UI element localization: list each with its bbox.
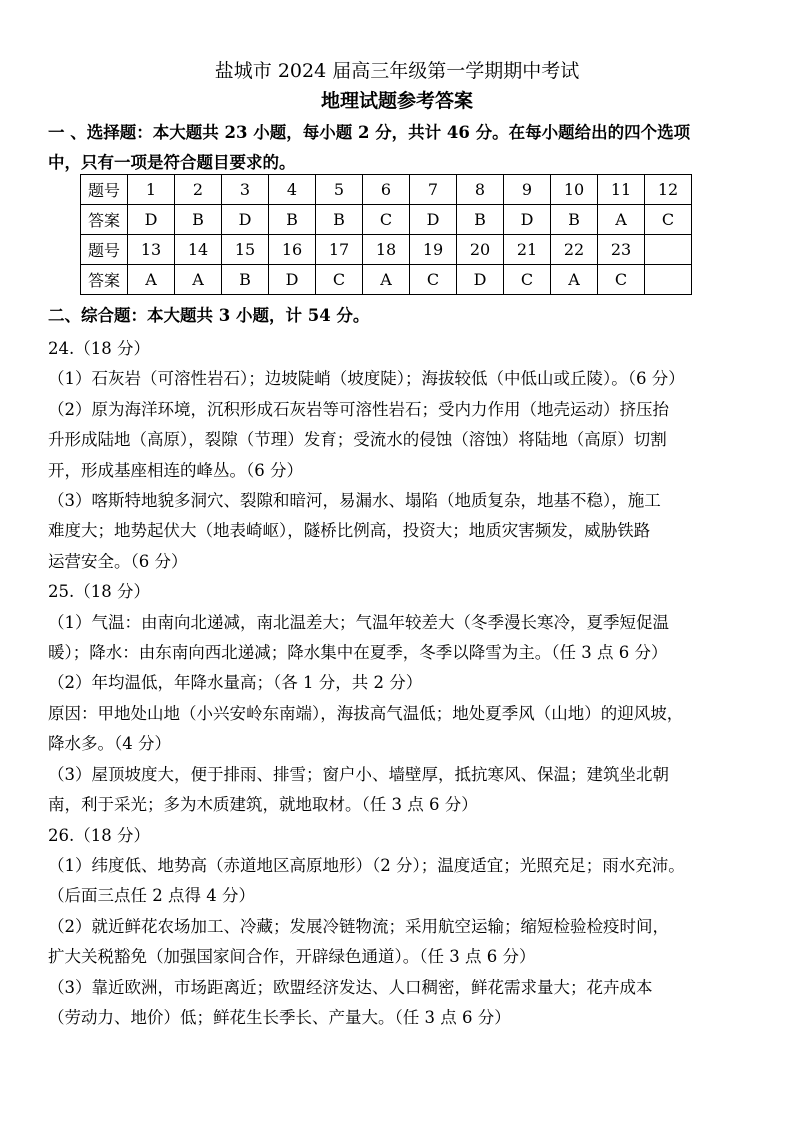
answer-table-row [81,265,692,295]
answer-cell: A [175,265,222,295]
question-number-cell: 18 [363,235,410,265]
answer-text-line: 扩大关税豁免（加强国家间合作，开辟绿色通道）。（任 3 点 6 分） [48,947,536,967]
question-number-cell: 19 [410,235,457,265]
answer-cell: D [410,205,457,235]
answer-cell: B [551,205,598,235]
answer-text-line: 难度大；地势起伏大（地表崎岖），隧桥比例高，投资大；地质灾害频发，威胁铁路 [48,521,651,541]
answer-text-line: （3）靠近欧洲，市场距离近；欧盟经济发达、人口稠密，鲜花需求量大；花卉成本 [48,977,653,997]
question-number-cell: 13 [128,235,175,265]
section1-heading [48,118,758,178]
answer-text-line: 原因：甲地处山地（小兴安岭东南端），海拔高气温低；地处夏季风（山地）的迎风坡， [48,703,684,723]
answer-cell: D [457,265,504,295]
question-number-cell: 7 [410,175,457,205]
question-number-cell: 3 [222,175,269,205]
answer-cell: B [457,205,504,235]
section2-heading: 二、综合题：本大题共 3 小题，计 54 分。 [48,306,370,325]
row-label-cell: 题号 [81,175,128,205]
section1-heading-line: 一 、选择题：本大题共 23 小题，每小题 2 分，共计 46 分。在每小题给出的四个选项 [48,123,691,142]
row-label-cell: 题号 [81,235,128,265]
answer-text-line: 运营安全。（6 分） [48,551,188,571]
answer-cell: B [222,265,269,295]
answer-cell: B [316,205,363,235]
question-number-cell: 1 [128,175,175,205]
answer-text-line: 升形成陆地（高原），裂隙（节理）发育；受流水的侵蚀（溶蚀）将陆地（高原）切割 [48,430,667,450]
answer-text-line: （2）年均温低，年降水量高；（各 1 分，共 2 分） [48,673,423,693]
answer-table-row [81,175,692,205]
question-number-cell: 9 [504,175,551,205]
answer-text-line: 暖）；降水：由东南向西北递减；降水集中在夏季，冬季以降雪为主。（任 3 点 6 分） [48,643,668,663]
answer-cell: D [128,205,175,235]
answer-cell: C [316,265,363,295]
answer-text-line: 南，利于采光；多为木质建筑，就地取材。（任 3 点 6 分） [48,795,478,815]
answer-cell: A [128,265,175,295]
answer-cell: A [598,205,645,235]
answer-text-line: （1）石灰岩（可溶性岩石）；边坡陡峭（坡度陡）；海拔较低（中低山或丘陵）。（6 分） [48,369,685,389]
question-number-cell: 16 [269,235,316,265]
question-number-cell: 23 [598,235,645,265]
answer-text-line: （劳动力、地价）低；鲜花生长季长、产量大。（任 3 点 6 分） [48,1007,511,1027]
answer-cell: B [175,205,222,235]
answer-text-line: 24.（18 分） [48,339,150,358]
answer-text-line: （2）就近鲜花农场加工、冷藏；发展冷链物流；采用航空运输；缩短检验检疫时间， [48,916,669,936]
question-number-cell: 20 [457,235,504,265]
answer-cell: C [363,205,410,235]
answer-cell: C [598,265,645,295]
question-number-cell: 5 [316,175,363,205]
question-number-cell: 11 [598,175,645,205]
question-number-cell: 14 [175,235,222,265]
question-number-cell: 10 [551,175,598,205]
question-number-cell: 21 [504,235,551,265]
document-subtitle: 地理试题参考答案 [320,90,473,112]
answer-cell: B [269,205,316,235]
question-number-cell: 8 [457,175,504,205]
question-number-cell: 6 [363,175,410,205]
answer-text-line: 25.（18 分） [48,582,150,602]
answer-text-line: （1）气温：由南向北递减，南北温差大；气温年较差大（冬季漫长寒冷，夏季短促温 [48,612,669,632]
answer-text-line: （3）喀斯特地貌多洞穴、裂隙和暗河，易漏水、塌陷（地质复杂，地基不稳），施工 [48,491,661,511]
answer-table [80,174,692,295]
answer-text-line: 开，形成基座相连的峰丛。（6 分） [48,460,303,480]
answer-text-line: （后面三点任 2 点得 4 分） [48,886,255,906]
answer-cell: A [363,265,410,295]
question-number-cell: 15 [222,235,269,265]
answer-body [48,334,778,1033]
question-number-cell: 4 [269,175,316,205]
answer-cell: C [410,265,457,295]
answer-cell: A [551,265,598,295]
answer-cell [645,265,692,295]
answer-cell: D [269,265,316,295]
question-number-cell: 2 [175,175,222,205]
document-title: 盐城市 2024 届高三年级第一学期期中考试 [214,60,580,82]
answer-table-row [81,205,692,235]
answer-text-line: （1）纬度低、地势高（赤道地区高原地形）（2 分）；温度适宜；光照充足；雨水充沛。 [48,855,685,875]
answer-text-line: （2）原为海洋环境，沉积形成石灰岩等可溶性岩石；受内力作用（地壳运动）挤压抬 [48,399,669,419]
answer-cell: C [645,205,692,235]
answer-cell: C [504,265,551,295]
question-number-cell [645,235,692,265]
question-number-cell: 17 [316,235,363,265]
question-number-cell: 22 [551,235,598,265]
answer-text-line: 降水多。（4 分） [48,734,171,754]
answer-text-line: 26.（18 分） [48,825,150,845]
answer-text-line: （3）屋顶坡度大，便于排雨、排雪；窗户小、墙壁厚，抵抗寒风、保温；建筑坐北朝 [48,764,669,784]
row-label-cell: 答案 [81,265,128,295]
question-number-cell: 12 [645,175,692,205]
row-label-cell: 答案 [81,205,128,235]
section1-heading-line: 中，只有一项是符合题目要求的。 [48,153,296,172]
answer-cell: D [222,205,269,235]
answer-cell: D [504,205,551,235]
answer-table-row [81,235,692,265]
